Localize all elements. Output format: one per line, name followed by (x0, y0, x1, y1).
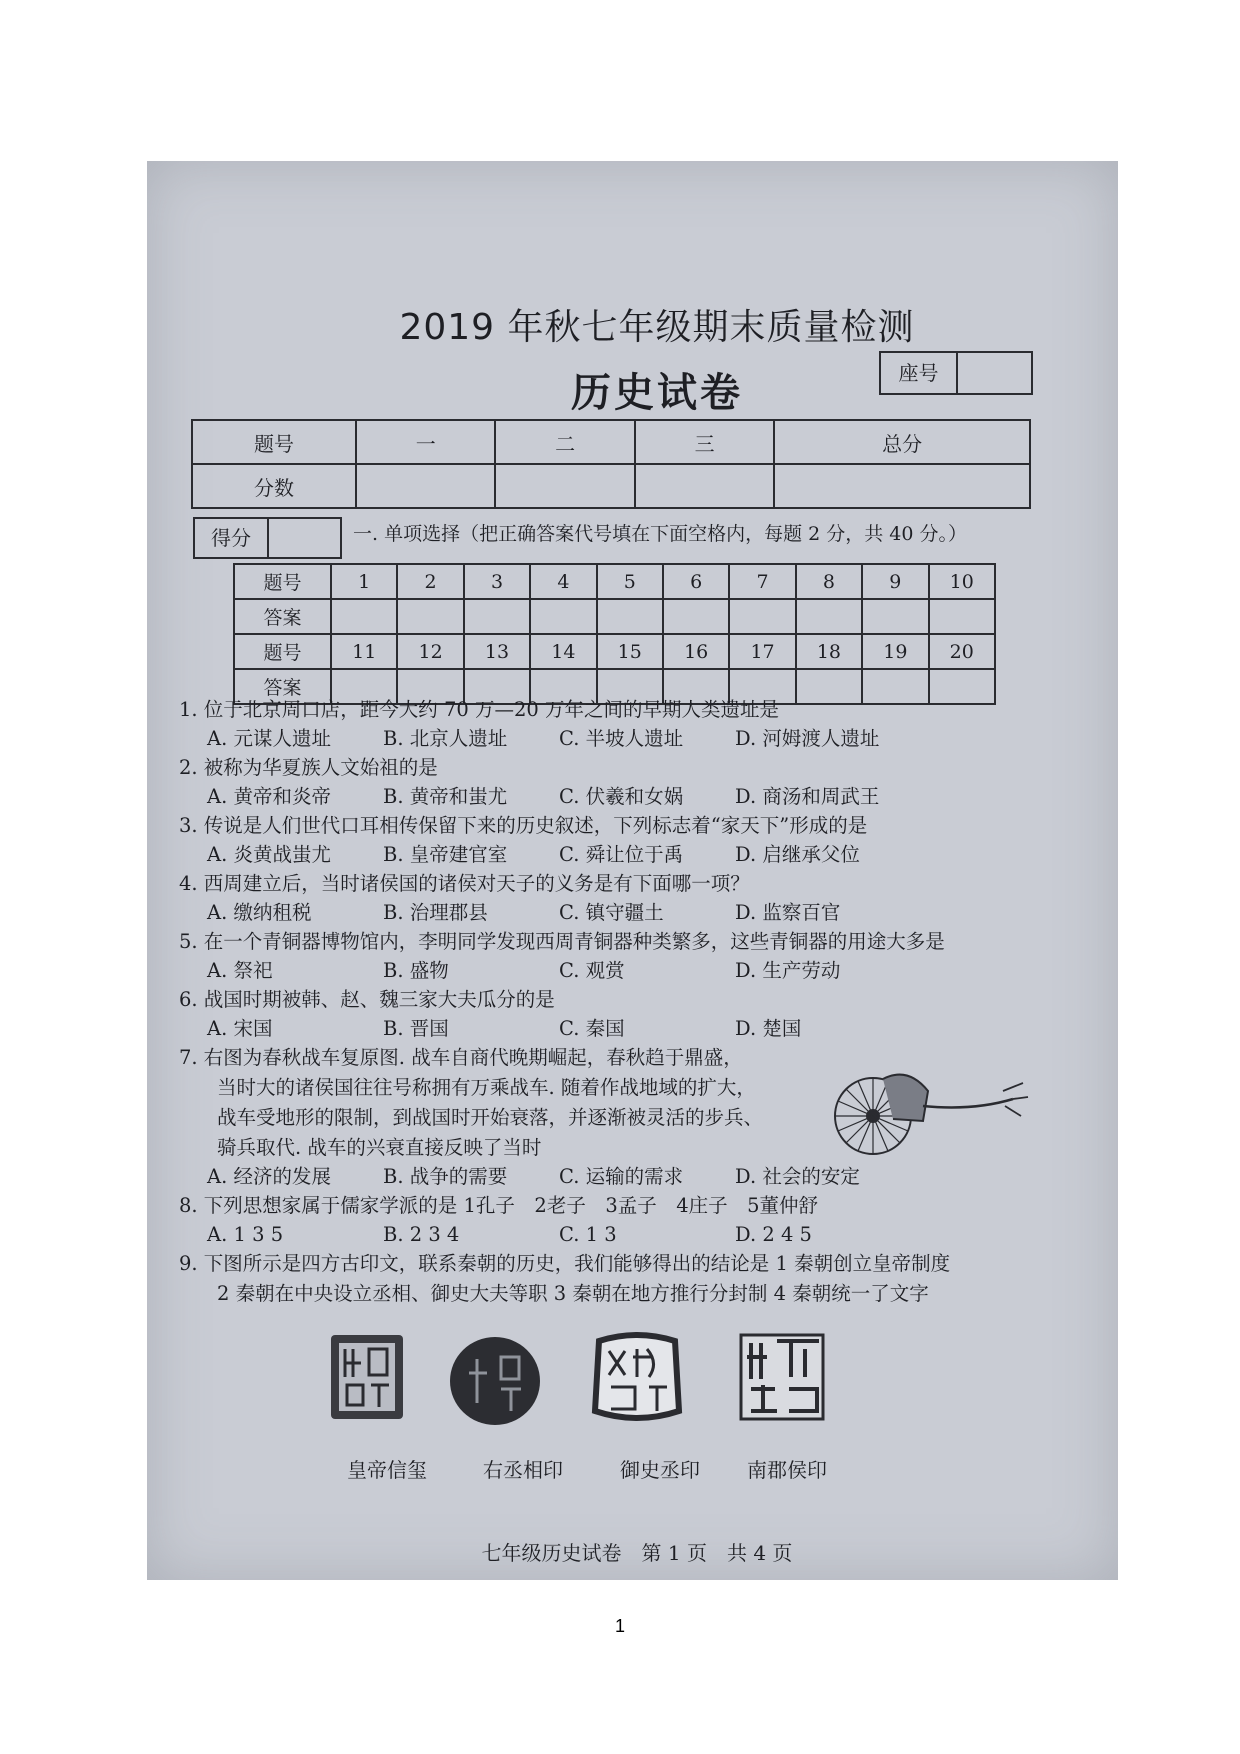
option: B. 战争的需要 (383, 1165, 508, 1188)
option: C. 伏羲和女娲 (559, 785, 684, 808)
answer-grid-num-row (234, 634, 995, 669)
seal-caption: 御史丞印 (620, 1458, 700, 1482)
option: A. 1 3 5 (207, 1223, 284, 1246)
grid-num: 2 (397, 564, 463, 599)
grid-num: 16 (663, 634, 729, 669)
answer-blank (331, 599, 397, 634)
score-cell: 分数 (192, 464, 356, 508)
option: A. 祭祀 (207, 959, 273, 982)
grid-num: 19 (862, 634, 928, 669)
grid-num: 18 (796, 634, 862, 669)
section-score-label: 得分 (195, 519, 269, 557)
question-stem: 9. 下图所示是四方古印文，联系秦朝的历史，我们能够得出的结论是 1 秦朝创立皇帝制度 (179, 1252, 951, 1275)
question (179, 811, 1099, 869)
score-cell: 总分 (774, 420, 1030, 464)
seal-caption: 南郡侯印 (747, 1458, 827, 1482)
grid-num: 12 (397, 634, 463, 669)
question (179, 869, 1099, 927)
score-value-row (192, 464, 1030, 508)
score-blank (774, 464, 1030, 508)
section-title: 一. 单项选择（把正确答案代号填在下面空格内，每题 2 分，共 40 分。） (353, 523, 968, 545)
option: A. 宋国 (207, 1017, 273, 1040)
option: A. 缴纳租税 (207, 901, 312, 924)
answer-grid-num-row (234, 564, 995, 599)
score-summary-table (191, 419, 1031, 509)
grid-num: 6 (663, 564, 729, 599)
score-cell: 三 (635, 420, 774, 464)
option: D. 河姆渡人遗址 (735, 727, 880, 750)
question (179, 753, 1099, 811)
option: C. 舜让位于禹 (559, 843, 684, 866)
question-stem-line: 骑兵取代. 战车的兴衰直接反映了当时 (217, 1136, 542, 1159)
question-options (179, 725, 1099, 753)
option: D. 楚国 (735, 1017, 802, 1040)
grid-num: 11 (331, 634, 397, 669)
score-blank (356, 464, 495, 508)
grid-num: 7 (729, 564, 795, 599)
question-options (179, 1015, 1099, 1043)
option: B. 盛物 (383, 959, 449, 982)
grid-num: 20 (929, 634, 995, 669)
answer-grid (233, 563, 996, 705)
grid-num: 4 (530, 564, 596, 599)
question-stem: 7. 右图为春秋战车复原图. 战车自商代晚期崛起，春秋趋于鼎盛， (179, 1046, 743, 1069)
grid-num: 10 (929, 564, 995, 599)
grid-num: 17 (729, 634, 795, 669)
option: B. 晋国 (383, 1017, 449, 1040)
question-stem: 6. 战国时期被韩、赵、魏三家大夫瓜分的是 (179, 988, 555, 1011)
question-options (179, 783, 1099, 811)
answer-blank (862, 599, 928, 634)
page-number: 1 (614, 1616, 625, 1636)
answer-blank (530, 599, 596, 634)
grid-label: 答案 (234, 669, 331, 704)
option: C. 镇守疆土 (559, 901, 664, 924)
chariot-illustration (823, 1061, 1033, 1166)
seal-censor-image (589, 1327, 684, 1427)
question-stem: 4. 西周建立后，当时诸侯国的诸侯对天子的义务是有下面哪一项？ (179, 872, 750, 895)
option: C. 半坡人遗址 (559, 727, 684, 750)
grid-label: 题号 (234, 564, 331, 599)
question-8 (179, 1191, 1099, 1249)
seal-nanjun-image (735, 1327, 830, 1427)
seal-images (327, 1327, 967, 1437)
question-options (179, 899, 1099, 927)
score-header-row (192, 420, 1030, 464)
option: D. 2 4 5 (735, 1223, 812, 1246)
option: A. 黄帝和炎帝 (207, 785, 331, 808)
answer-blank (464, 599, 530, 634)
answer-blank (929, 599, 995, 634)
question-stem: 5. 在一个青铜器博物馆内，李明同学发现西周青铜器种类繁多，这些青铜器的用途大多是 (179, 930, 945, 953)
option: C. 运输的需求 (559, 1165, 684, 1188)
score-cell: 题号 (192, 420, 356, 464)
question-options (179, 1221, 1099, 1249)
option: B. 治理郡县 (383, 901, 488, 924)
score-cell: 一 (356, 420, 495, 464)
option: D. 启继承父位 (735, 843, 860, 866)
grid-num: 1 (331, 564, 397, 599)
question-options (179, 957, 1099, 985)
question-stem-line: 2 秦朝在中央设立丞相、御史大夫等职 3 秦朝在地方推行分封制 4 秦朝统一了文字 (217, 1282, 929, 1305)
question-stem: 2. 被称为华夏族人文始祖的是 (179, 756, 438, 779)
seat-number-box (879, 351, 1033, 395)
grid-num: 14 (530, 634, 596, 669)
seal-caption: 右丞相印 (483, 1458, 563, 1482)
option: B. 北京人遗址 (383, 727, 508, 750)
question-list (179, 695, 1099, 1309)
question-stem: 1. 位于北京周口店，距今大约 70 万—20 万年之间的早期人类遗址是 (179, 698, 780, 721)
section-score-box (193, 517, 342, 559)
grid-num: 5 (597, 564, 663, 599)
question-stem: 8. 下列思想家属于儒家学派的是 1孔子 2老子 3孟子 4庄子 5董仲舒 (179, 1194, 819, 1217)
grid-num: 3 (464, 564, 530, 599)
question (179, 695, 1099, 753)
question-9 (179, 1249, 1099, 1309)
option: C. 观赏 (559, 959, 625, 982)
seal-right-chancellor-image (447, 1333, 542, 1429)
question-stem: 3. 传说是人们世代口耳相传保留下来的历史叙述，下列标志着“家天下”形成的是 (179, 814, 868, 837)
option: D. 社会的安定 (735, 1165, 860, 1188)
grid-label: 答案 (234, 599, 331, 634)
exam-title: 2019 年秋七年级期末质量检测 (399, 307, 915, 348)
answer-blank (663, 599, 729, 634)
answer-blank (597, 599, 663, 634)
question-stem-line: 战车受地形的限制，到战国时开始衰落，并逐渐被灵活的步兵、 (217, 1106, 764, 1129)
grid-num: 8 (796, 564, 862, 599)
answer-grid-ans-row (234, 599, 995, 634)
option: D. 商汤和周武王 (735, 785, 880, 808)
seal-caption: 皇帝信玺 (347, 1458, 427, 1482)
option: B. 黄帝和蚩尤 (383, 785, 508, 808)
score-cell: 二 (495, 420, 634, 464)
score-blank (635, 464, 774, 508)
question-options (179, 841, 1099, 869)
option: D. 生产劳动 (735, 959, 841, 982)
grid-num: 13 (464, 634, 530, 669)
seat-label: 座号 (881, 353, 958, 393)
question (179, 985, 1099, 1043)
option: A. 元谋人遗址 (207, 727, 331, 750)
option: C. 秦国 (559, 1017, 625, 1040)
option: A. 经济的发展 (207, 1165, 331, 1188)
option: D. 监察百官 (735, 901, 841, 924)
option: A. 炎黄战蚩尤 (207, 843, 331, 866)
seal-emperor-image (327, 1327, 407, 1427)
option: C. 1 3 (559, 1223, 617, 1246)
grid-num: 15 (597, 634, 663, 669)
grid-num: 9 (862, 564, 928, 599)
option: B. 皇帝建官室 (383, 843, 508, 866)
question-stem-line: 当时大的诸侯国往往号称拥有万乘战车. 随着作战地域的扩大， (217, 1076, 756, 1099)
question (179, 927, 1099, 985)
exam-subtitle: 历史试卷 (571, 369, 743, 416)
scanned-exam-photo (147, 161, 1118, 1580)
answer-blank (397, 599, 463, 634)
question-options (179, 1163, 1099, 1191)
grid-label: 题号 (234, 634, 331, 669)
score-blank (495, 464, 634, 508)
answer-blank (729, 599, 795, 634)
option: B. 2 3 4 (383, 1223, 460, 1246)
answer-blank (796, 599, 862, 634)
page-footer: 七年级历史试卷 第 1 页 共 4 页 (481, 1541, 793, 1565)
